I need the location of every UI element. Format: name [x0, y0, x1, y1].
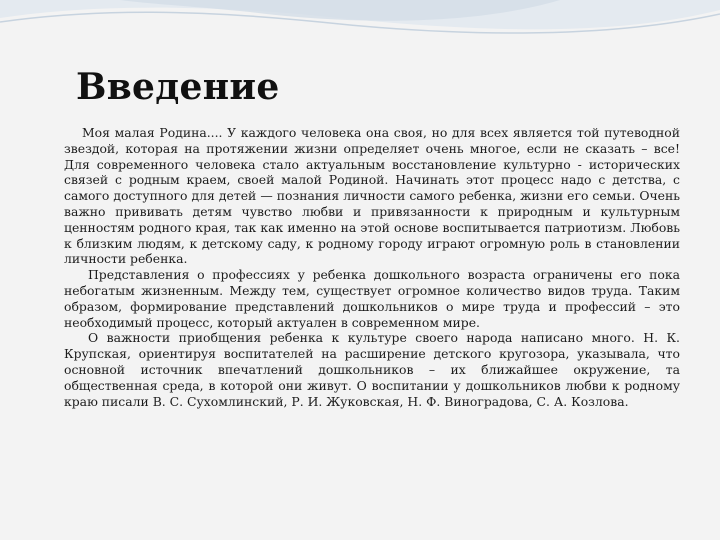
decorative-wave: [0, 0, 720, 60]
slide-title: Введение: [76, 66, 280, 108]
slide-body: [64, 125, 680, 409]
paragraph-3: О важности приобщения ребенка к культуре своего народа написано много. Н. К. Крупская, ориентируя воспитателей на расширение детского кругозора, указывала, что основной источник впечатлений дошкольников – их ближайшее окружение, та общественная среда, в которой они живут. О воспитании у дошкольников любви к родному краю писали В. С. Сухомлинский, Р. И. Жуковская, Н. Ф. Виноградова, С. А. Козлова.: [64, 330, 680, 409]
paragraph-1: Моя малая Родина.... У каждого человека она своя, но для всех является той путеводной звездой, которая на протяжении жизни определяет очень многое, если не сказать – все! Для современного человека стало актуальным восстановление культурно - исторических связей с родным краем, своей малой Родиной. Начинать этот процесс надо с детства, с самого доступного для детей — познания личности самого ребенка, жизни его семьи. Очень важно прививать детям чувство любви и привязанности к природным и культурным ценностям родного края, так как именно на этой основе воспитывается патриотизм. Любовь к близким людям, к детскому саду, к родному городу играют огромную роль в становлении личности ребенка.: [64, 125, 680, 267]
paragraph-2: Представления о профессиях у ребенка дошкольного возраста ограничены его пока небогатым жизненным. Между тем, существует огромное количество видов труда. Таким образом, формирование представлений дошкольников о мире труда и профессий – это необходимый процесс, который актуален в современном мире.: [64, 267, 680, 330]
